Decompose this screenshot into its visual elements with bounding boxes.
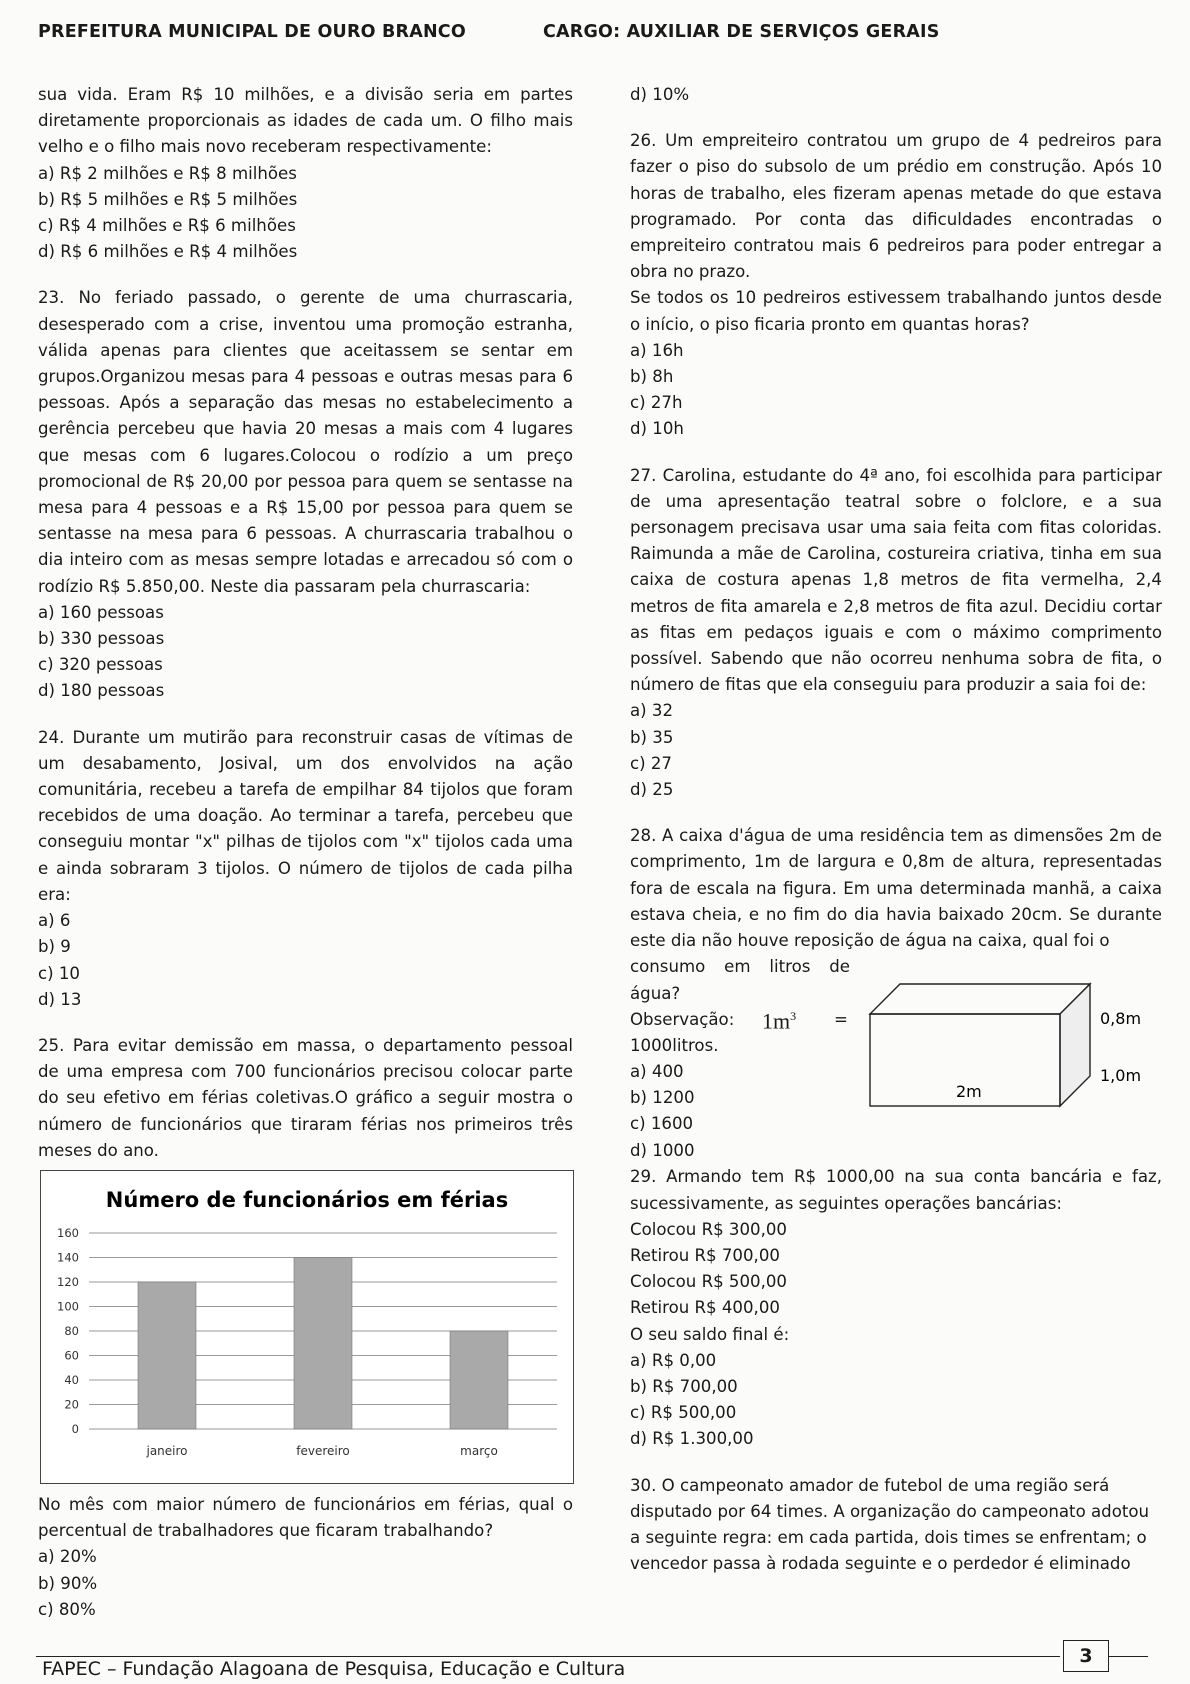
q25-text: 25. Para evitar demissão em massa, o departamento pessoal de uma empresa com 700 funcionários precisou colocar parte do seu efetivo em férias coletivas.O gráfico a seguir mostra o número de funcionários que tiraram férias nos primeiros três meses do ano.	[38, 1035, 573, 1160]
fig-width-label: 1,0m	[1100, 1066, 1142, 1086]
q29-option-d: d) R$ 1.300,00	[630, 1429, 754, 1449]
q29-option-c: c) R$ 500,00	[630, 1403, 737, 1423]
q27-option-c: c) 27	[630, 753, 672, 773]
x-tick-label: janeiro	[146, 1443, 188, 1458]
q28-option-d: d) 1000	[630, 1140, 695, 1160]
q29-op-3: Colocou R$ 500,00	[630, 1272, 787, 1292]
q24-option-d: d) 13	[38, 989, 82, 1009]
q23-text: 23. No feriado passado, o gerente de uma churrascaria, desesperado com a crise, inventou uma promoção estranha, válida apenas para clientes que aceitassem se sentar em grupos.Organizou mesas para 4 pessoas e outras mesas para 6 pessoas. Após a separação das mesas no estabelecimento a gerência percebeu que havia 20 mesas a mais com 4 lugares que mesas com 6 lugares.Colocou o rodízio a um preço promocional de R$ 20,00 por pessoa para quem se sentasse na mesa para 4 pessoas e a R$ 15,00 por pessoa para quem se sentasse na mesa para 6 pessoas. A churrascaria trabalhou o dia inteiro com as mesas sempre lotadas e arrecadou só com o rodízio R$ 5.850,00. Neste dia passaram pela churrascaria:	[38, 288, 573, 596]
q22-option-b: b) R$ 5 milhões e R$ 5 milhões	[38, 189, 298, 209]
y-tick-label: 60	[64, 1348, 79, 1363]
q28-observation	[630, 1007, 850, 1033]
chart-title: Número de funcionários em férias	[105, 1187, 509, 1212]
vacation-bar-chart	[40, 1170, 574, 1484]
box-side-face	[1060, 984, 1090, 1106]
municipality-title: PREFEITURA MUNICIPAL DE OURO BRANCO	[38, 22, 466, 42]
q26-text: 26. Um empreiteiro contratou um grupo de 4 pedreiros para fazer o piso do subsolo de um prédio em construção. Após 10 horas de trabalho, eles fizeram apenas metade do que estava programado. Por conta das dificuldades encontradas o empreiteiro contratou mais 6 pedreiros para poder entregar a obra no prazo.	[630, 131, 1162, 282]
q28-option-a: a) 400	[630, 1061, 684, 1081]
q23-option-c: c) 320 pessoas	[38, 655, 163, 675]
q29-option-a: a) R$ 0,00	[630, 1350, 717, 1370]
q26-option-c: c) 27h	[630, 393, 683, 413]
q28-option-b: b) 1200	[630, 1088, 695, 1108]
q28-text-b: água?	[630, 983, 681, 1003]
bar-março	[450, 1331, 508, 1429]
box-top-face	[870, 984, 1090, 1014]
y-tick-label: 100	[57, 1299, 79, 1314]
q29-op-4: Retirou R$ 400,00	[630, 1298, 780, 1318]
job-title: CARGO: AUXILIAR DE SERVIÇOS GERAIS	[543, 22, 940, 42]
page-header	[38, 22, 1160, 52]
fig-length-label: 2m	[956, 1082, 982, 1102]
y-tick-label: 140	[57, 1250, 79, 1265]
q26-text2: Se todos os 10 pedreiros estivessem trabalhando juntos desde o início, o piso ficaria pronto em quantas horas?	[630, 288, 1162, 334]
observation-label: Observação:	[630, 1009, 735, 1029]
fig-height-label: 0,8m	[1100, 1009, 1142, 1029]
page-number: 3	[1063, 1640, 1109, 1672]
q29-op-2: Retirou R$ 700,00	[630, 1245, 780, 1265]
x-tick-label: fevereiro	[296, 1443, 350, 1458]
chart-svg	[41, 1171, 573, 1483]
x-tick-label: março	[460, 1443, 498, 1458]
observation-unit	[762, 1003, 796, 1035]
q25-option-a: a) 20%	[38, 1547, 97, 1567]
y-tick-label: 120	[57, 1274, 79, 1289]
q24-text: 24. Durante um mutirão para reconstruir casas de vítimas de um desabamento, Josival, um dos envolvidos na ação comunitária, recebeu a tarefa de empilhar 84 tijolos que foram recebidos de uma doação. Ao terminar a tarefa, percebeu que conseguiu montar "x" pilhas de tijolos com "x" tijolos cada uma e ainda sobraram 3 tijolos. O número de tijolos de cada pilha era:	[38, 727, 573, 904]
left-column	[38, 82, 573, 1623]
q24-option-b: b) 9	[38, 937, 71, 957]
q27-option-b: b) 35	[630, 727, 674, 747]
q23-option-a: a) 160 pessoas	[38, 602, 164, 622]
q25-question: No mês com maior número de funcionários em férias, qual o percentual de trabalhadores que ficaram trabalhando?	[38, 1494, 573, 1541]
q23-option-d: d) 180 pessoas	[38, 681, 165, 701]
q22-text: sua vida. Eram R$ 10 milhões, e a divisão seria em partes diretamente proporcionais as idades de cada um. O filho mais velho e o filho mais novo receberam respectivamente:	[38, 85, 573, 157]
observation-equals: =	[834, 1009, 848, 1029]
q26-option-b: b) 8h	[630, 367, 674, 387]
q28-option-c: c) 1600	[630, 1114, 694, 1134]
bar-janeiro	[138, 1282, 196, 1429]
q26-option-a: a) 16h	[630, 340, 684, 360]
y-tick-label: 160	[57, 1225, 79, 1240]
q28-text-a: consumo em litros de	[630, 957, 850, 977]
y-tick-label: 40	[64, 1372, 79, 1387]
water-tank-figure	[860, 954, 1170, 1114]
q29-text: 29. Armando tem R$ 1000,00 na sua conta bancária e faz, sucessivamente, as seguintes operações bancárias:	[630, 1167, 1162, 1213]
y-tick-label: 20	[64, 1397, 79, 1412]
y-tick-label: 80	[64, 1323, 79, 1338]
q26-option-d: d) 10h	[630, 419, 684, 439]
footer-rule	[36, 1656, 1060, 1657]
unit-exponent: 3	[790, 1008, 797, 1023]
footer-rule-tail	[1108, 1656, 1148, 1657]
observation-value: 1000litros.	[630, 1035, 719, 1055]
q27-option-d: d) 25	[630, 780, 674, 800]
q25-option-b: b) 90%	[38, 1573, 98, 1593]
q29-op-1: Colocou R$ 300,00	[630, 1219, 787, 1239]
q25-option-d: d) 10%	[630, 85, 690, 104]
q29-final: O seu saldo final é:	[630, 1324, 790, 1344]
q28-text: 28. A caixa d'água de uma residência tem as dimensões 2m de comprimento, 1m de largura e 0,8m de altura, representadas fora de escala na figura. Em uma determinada manhã, a caixa estava cheia, e no fim do dia havia baixado 20cm. Se durante este dia não houve reposição de água na caixa, qual foi o	[630, 826, 1162, 951]
q27-text: 27. Carolina, estudante do 4ª ano, foi escolhida para participar de uma apresentação teatral sobre o folclore, e a sua personagem precisava usar uma saia feita com fitas coloridas. Raimunda a mãe de Carolina, costureira criativa, tinha em sua caixa de costura apenas 1,8 metros de fita vermelha, 2,4 metros de fita amarela e 2,8 metros de fita azul. Decidiu cortar as fitas em pedaços iguais e com o máximo comprimento possível. Sabendo que não ocorreu nenhuma sobra de fita, o número de fitas que ela conseguiu para produzir a saia foi de:	[630, 465, 1162, 695]
q22-option-a: a) R$ 2 milhões e R$ 8 milhões	[38, 163, 297, 183]
q24-option-c: c) 10	[38, 963, 80, 983]
q29-option-b: b) R$ 700,00	[630, 1376, 738, 1396]
q22-option-c: c) R$ 4 milhões e R$ 6 milhões	[38, 216, 296, 236]
q30-text: 30. O campeonato amador de futebol de uma região será disputado por 64 times. A organização do campeonato adotou a seguinte regra: em cada partida, dois times se enfrentam; o vencedor passa à rodada seguinte e o perdedor é eliminado	[630, 1475, 1150, 1574]
footer-organization: FAPEC – Fundação Alagoana de Pesquisa, Educação e Cultura	[42, 1658, 626, 1680]
bar-fevereiro	[294, 1257, 352, 1429]
q23-option-b: b) 330 pessoas	[38, 629, 165, 649]
q25-option-c: c) 80%	[38, 1599, 96, 1619]
q22-option-d: d) R$ 6 milhões e R$ 4 milhões	[38, 242, 298, 262]
y-tick-label: 0	[71, 1421, 79, 1436]
q24-option-a: a) 6	[38, 911, 71, 931]
unit-base: 1m	[762, 1008, 791, 1034]
right-column	[630, 82, 1162, 1577]
q27-option-a: a) 32	[630, 701, 674, 721]
q28-block	[630, 954, 1162, 1158]
